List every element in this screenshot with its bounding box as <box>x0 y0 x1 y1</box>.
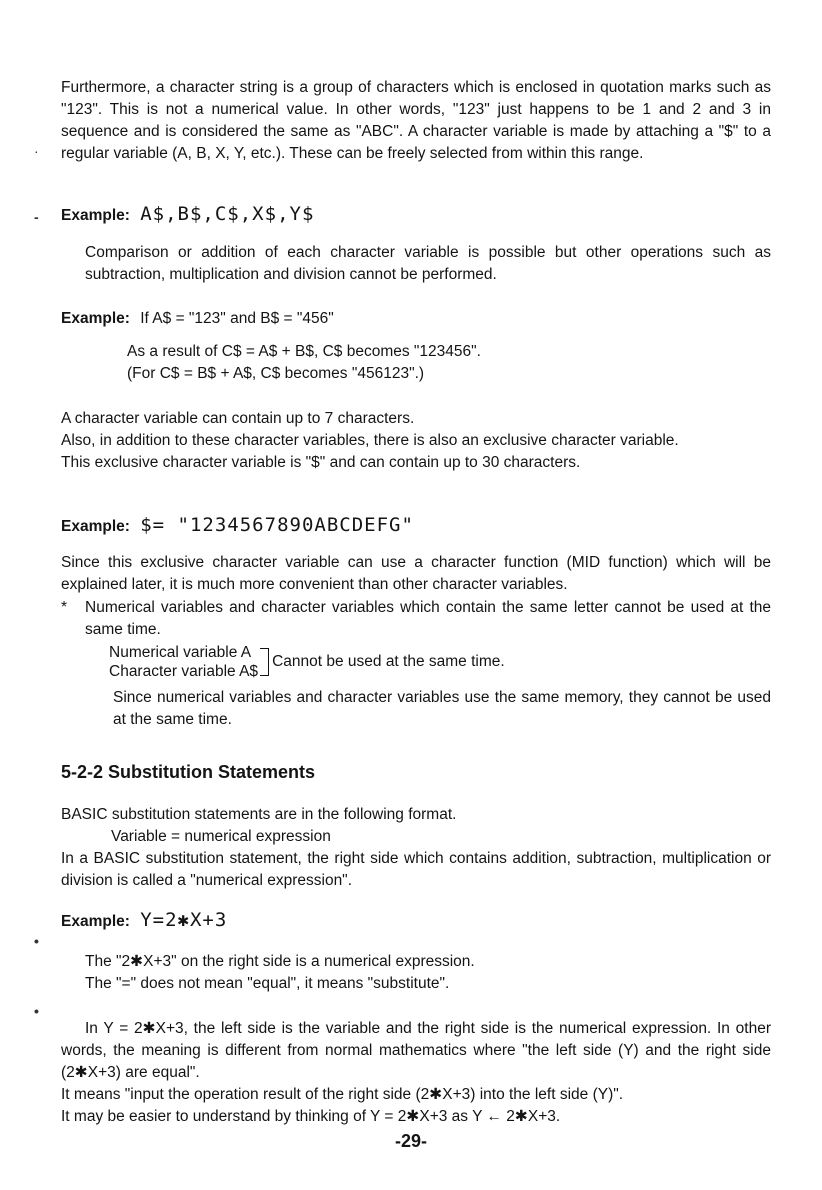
example-code: $= "1234567890ABCDEFG" <box>140 514 414 536</box>
scan-speck: - <box>34 209 39 225</box>
operation-paragraph <box>61 1084 771 1128</box>
example-code: A$,B$,C$,X$,Y$ <box>140 203 315 225</box>
bracket-line: Numerical variable A <box>109 644 252 661</box>
example-2-results <box>61 341 771 385</box>
format-paragraph <box>61 804 771 892</box>
note-line: The "=" does not mean "equal", it means "substitute". <box>85 975 450 992</box>
example-3 <box>61 514 771 538</box>
example-1 <box>61 203 771 227</box>
paragraph-line: It means "input the operation result of the right side (2✱X+3) into the left side (Y)". <box>61 1086 624 1103</box>
memory-paragraph <box>61 687 771 731</box>
exclusive-variable-paragraph <box>61 552 771 596</box>
page-number: -29- <box>394 1131 427 1151</box>
example-4 <box>61 909 771 933</box>
scan-speck: • <box>34 1003 39 1019</box>
result-line: (For C$ = B$ + A$, C$ becomes "456123".) <box>127 365 425 382</box>
example-label: Example: <box>61 913 130 930</box>
paragraph-text: Comparison or addition of each character variable is possible but other operations such as subtraction, multiplication and division cannot be performed. <box>85 244 771 283</box>
section-heading-block <box>61 760 771 784</box>
paragraph-line: A character variable can contain up to 7 characters. <box>61 410 415 427</box>
example-text: If A$ = "123" and B$ = "456" <box>140 310 334 327</box>
intro-paragraph <box>61 77 771 165</box>
example-label: Example: <box>61 207 130 224</box>
section-heading: 5-2-2 Substitution Statements <box>61 762 316 782</box>
paragraph-line: This exclusive character variable is "$" and can contain up to 30 characters. <box>61 454 581 471</box>
bullet-marker: * <box>61 599 68 616</box>
meaning-paragraph <box>61 1018 771 1084</box>
format-line: Variable = numerical expression <box>111 828 331 845</box>
paragraph-line: BASIC substitution statements are in the following format. <box>61 806 457 823</box>
example-code: Y=2✱X+3 <box>140 909 228 931</box>
example-label: Example: <box>61 310 130 327</box>
scan-speck: • <box>34 933 39 949</box>
expression-notes <box>61 951 771 995</box>
note-line: The "2✱X+3" on the right side is a numerical expression. <box>85 953 475 970</box>
paragraph-text: Since this exclusive character variable can use a character function (MID function) which will be explained later, it is much more convenient than other character variables. <box>61 554 771 593</box>
paragraph-text: In Y = 2✱X+3, the left side is the variable and the right side is the numerical expression. In other words, the meaning is different from normal mathematics where "the left side (Y) and the right side (2✱X+3) are equal". <box>61 1020 771 1081</box>
paragraph-text: Furthermore, a character string is a group of characters which is enclosed in quotation marks such as "123". This is not a numerical value. In other words, "123" just happens to be 1 and 2 and 3 in sequence and is considered the same as "ABC". A character variable is made by attaching a "$" to a regular variable (A, B, X, Y, etc.). These can be freely selected from within this range. <box>61 79 771 162</box>
example-2 <box>61 308 771 330</box>
example-label: Example: <box>61 518 130 535</box>
paragraph-line: Also, in addition to these character variables, there is also an exclusive character variable. <box>61 432 679 449</box>
scan-speck: · <box>34 143 39 159</box>
bracket-line: Character variable A$ <box>109 663 259 680</box>
bullet-text: Numerical variables and character variables which contain the same letter cannot be used at the same time. <box>85 599 771 638</box>
result-line: As a result of C$ = A$ + B$, C$ becomes "123456". <box>127 343 481 360</box>
paragraph-text: In a BASIC substitution statement, the right side which contains addition, subtraction, multiplication or division is called a "numerical expression". <box>61 850 771 889</box>
bullet-note <box>61 597 771 641</box>
bracket-note: Cannot be used at the same time. <box>272 653 505 670</box>
bracket-symbol <box>260 648 269 676</box>
comparison-paragraph <box>61 242 771 286</box>
paragraph-line: It may be easier to understand by thinking of Y = 2✱X+3 as Y ← 2✱X+3. <box>61 1108 561 1125</box>
bracket-diagram <box>61 643 771 681</box>
capacity-paragraph <box>61 408 771 474</box>
paragraph-text: Since numerical variables and character variables use the same memory, they cannot be used at the same time. <box>113 689 771 728</box>
